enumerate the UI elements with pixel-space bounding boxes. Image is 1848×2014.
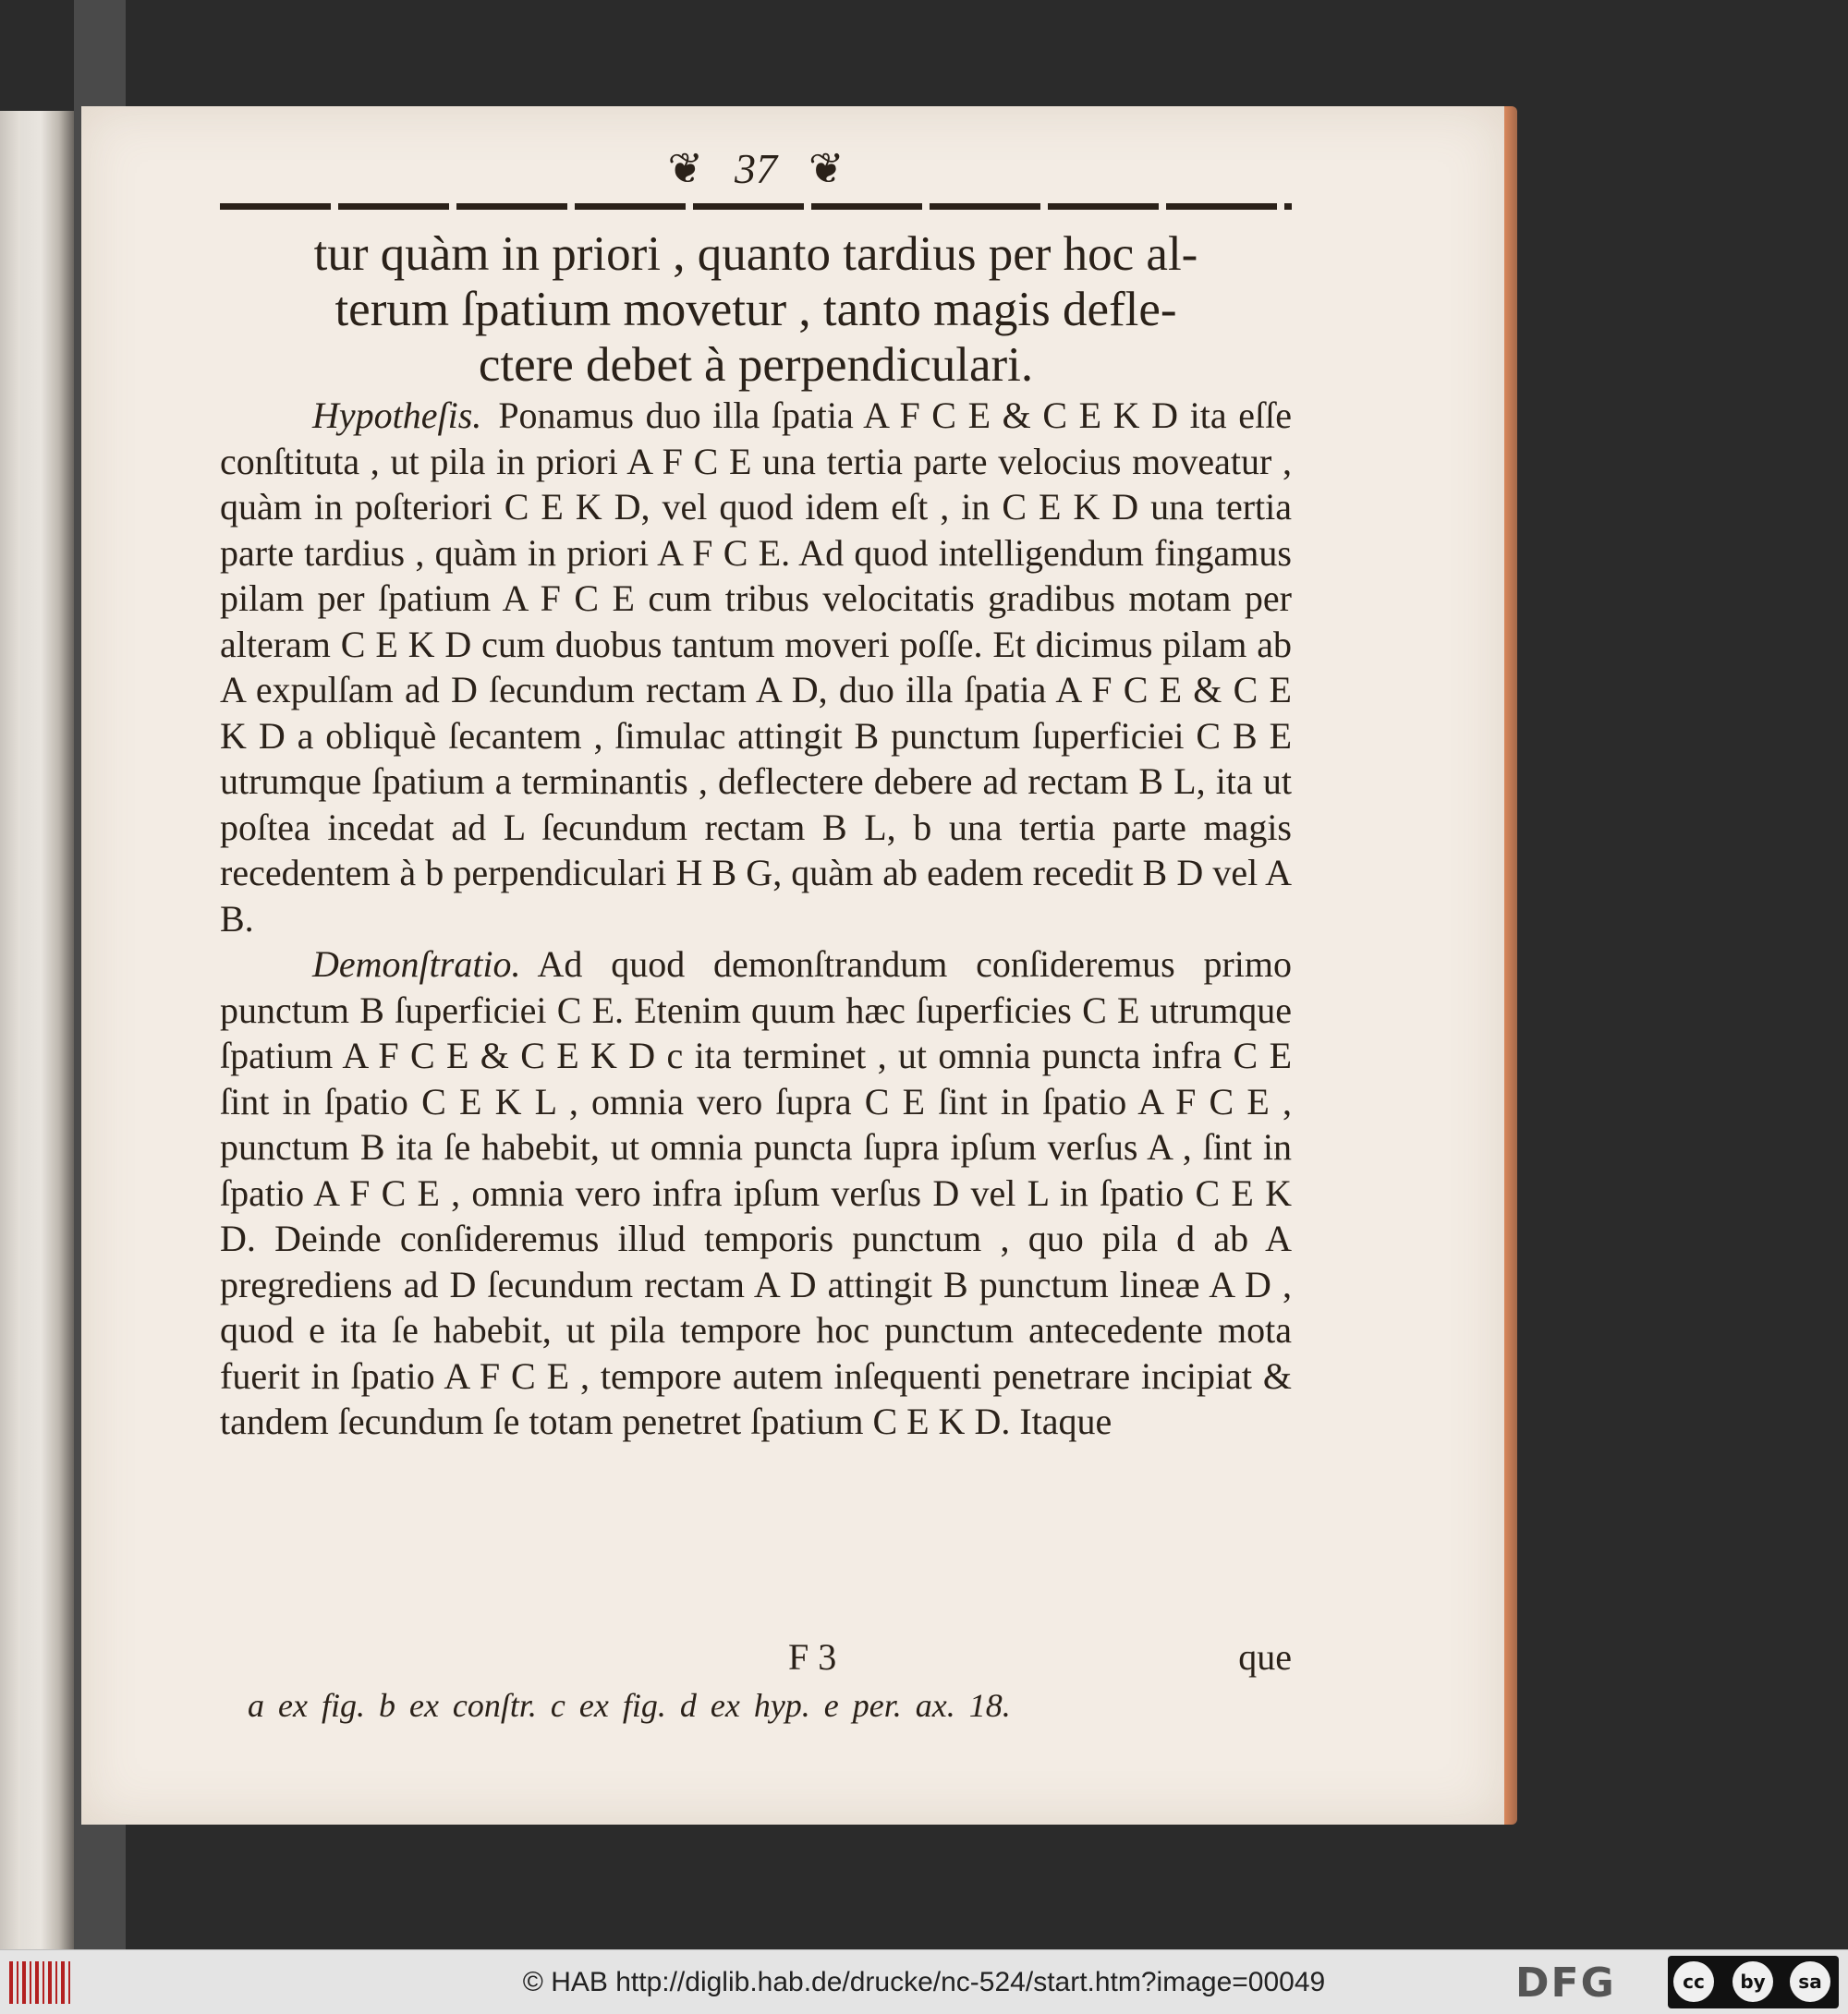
cc-icon: cc: [1673, 1961, 1714, 2002]
signature-mark: F 3: [788, 1636, 837, 1678]
lead-line-3: ctere debet à perpendiculari.: [478, 338, 1034, 392]
header-rule: [220, 203, 1292, 210]
dfg-logo: DFG: [1515, 1959, 1616, 2007]
ornament-right-icon: ❦: [808, 145, 845, 192]
demonstration-label: Demonſtratio.: [312, 943, 521, 985]
hypothesis-label: Hypotheſis.: [312, 394, 482, 436]
citation-link[interactable]: © HAB http://diglib.hab.de/drucke/nc-524/start.htm?image=00049: [522, 1967, 1326, 1997]
viewer-footer: [0, 1949, 1848, 2014]
page-number: 37: [735, 144, 777, 192]
sa-icon: sa: [1790, 1961, 1830, 2002]
book-page: [81, 106, 1504, 1825]
previous-page-shadow: [0, 111, 20, 1949]
marginal-footnotes: a ex fig. b ex conſtr. c ex fig. d ex hyp. e per. ax. 18.: [248, 1687, 1011, 1724]
catchword: que: [1238, 1636, 1292, 1678]
hypothesis-text: Ponamus duo illa ſpatia A F C E & C E K D ita eſſe conſtituta , ut pila in priori A F C E una tertia parte velocius moveatur , quàm in poſteriori C E K D, vel quod idem eſt , in C E K D una tertia parte tardius , quàm in priori A F C E. Ad quod intelligendum fingamus pilam per ſpatium A F C E cum tribus velocitatis gradibus motam per alteram C E K D cum duobus tantum moveri poſſe. Et dicimus pilam ab A expulſam ad D ſecundum rectam A D, duo illa ſpatia A F C E & C E K D a obliquè ſecantem , ſimulac attingit B punctum ſuperficiei C B E utrumque ſpatium a terminantis , deflectere debere ad rectam B L, ita ut poſtea incedat ad L ſecundum rectam B L, b una tertia parte magis recedentem à b perpendiculari H B G, quàm ab eadem recedit B D vel A B.: [220, 394, 1292, 940]
hypothesis-paragraph: [220, 393, 1292, 941]
cc-license-badge[interactable]: [1668, 1956, 1839, 2008]
ornament-left-icon: ❦: [667, 145, 703, 192]
lead-line-2: terum ſpatium movetur , tanto magis defle-: [334, 283, 1177, 336]
lead-line-1: tur quàm in priori , quanto tardius per hoc al-: [313, 227, 1198, 281]
main-text: [220, 226, 1292, 1445]
demonstration-paragraph: [220, 941, 1292, 1445]
demonstration-text: Ad quod demonſtrandum conſideremus primo punctum B ſuperficiei C E. Etenim quum hæc ſuperficies C E utrumque ſpatium A F C E & C E K D c ita terminet , ut omnia puncta infra C E ſint in ſpatio C E K L , omnia vero ſupra C E ſint in ſpatio A F C E , punctum B ita ſe habebit, ut omnia puncta ſupra ipſum verſus A , ſint in ſpatio A F C E , omnia vero infra ipſum verſus D vel L in ſpatio C E K D. Deinde conſideremus illud temporis punctum , quo pila d ab A pregrediens ad D ſecundum rectam A D attingit B punctum lineæ A D , quod e ita ſe habebit, ut pila tempore hoc punctum antecedente mota fuerit in ſpatio A F C E , tempore autem inſequenti penetrare incipiat & tandem ſecundum ſe totam penetret ſpatium C E K D. Itaque: [220, 943, 1292, 1442]
by-icon: by: [1732, 1961, 1773, 2002]
